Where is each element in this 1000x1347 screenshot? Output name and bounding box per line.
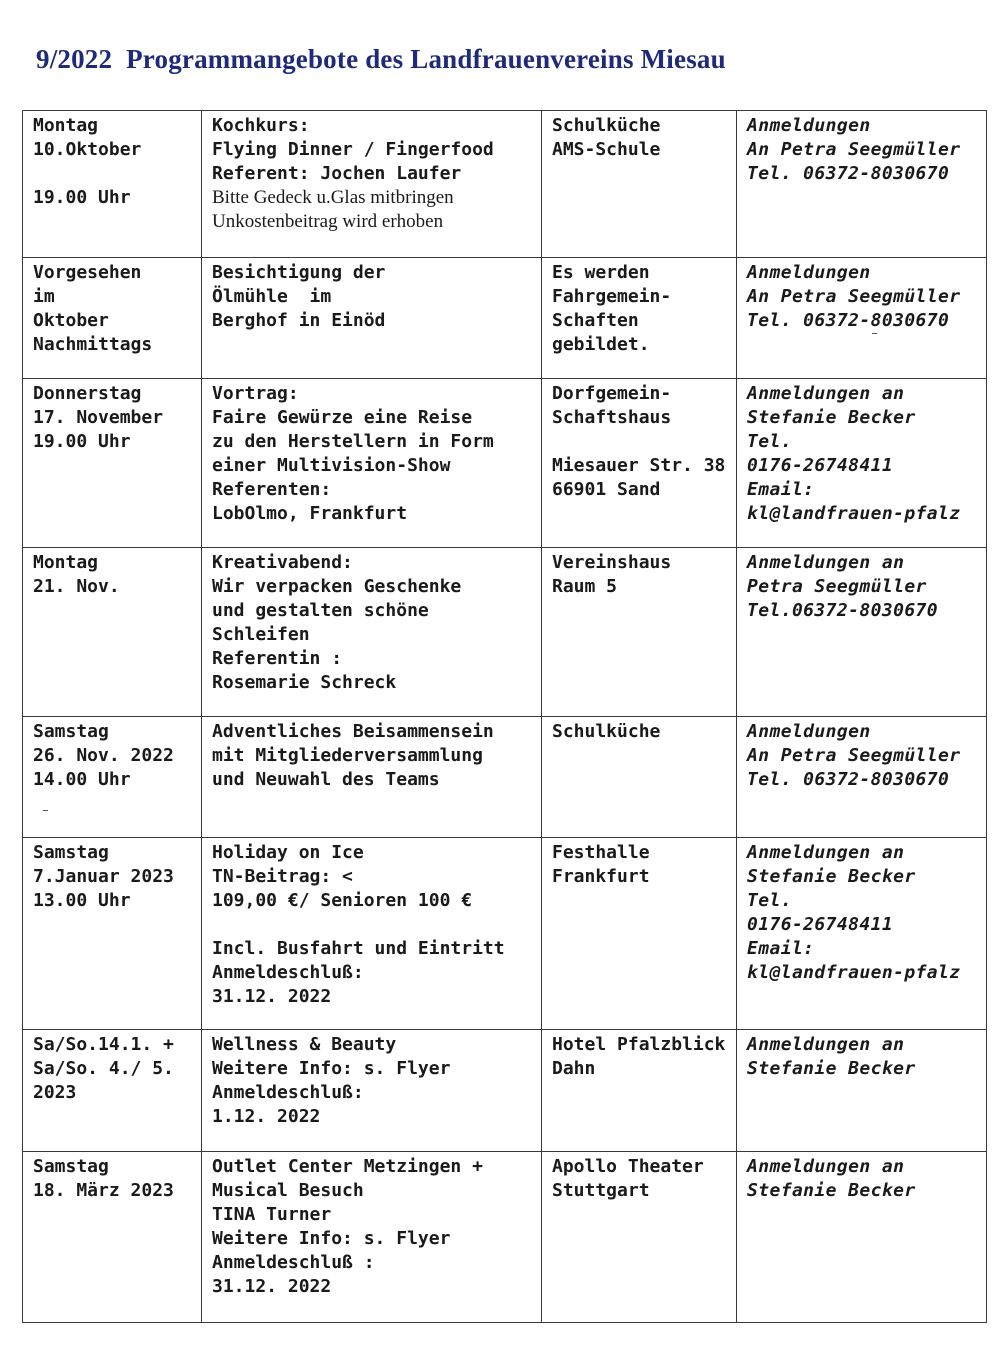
activity-cell-line: Ölmühle im: [212, 286, 332, 307]
location-cell-line: Miesauer Str. 38: [552, 455, 726, 476]
table-row: [23, 258, 987, 379]
activity-cell-line: Vortrag:: [212, 383, 299, 404]
contact-cell-line: An Petra Seegmüller: [747, 139, 961, 160]
date-cell-line: Samstag: [33, 842, 109, 863]
activity-cell-line: Faire Gewürze eine Reise: [212, 407, 473, 428]
contact-cell-line: Tel.: [747, 431, 792, 452]
date-cell-line: Vorgesehen: [33, 262, 142, 283]
contact-cell-line: Anmeldungen an: [747, 1034, 905, 1055]
location-cell-line: Schaften: [552, 310, 639, 331]
date-cell-line: 17. November: [33, 407, 164, 428]
contact-cell-line: kl@landfrauen-pfalz: [747, 962, 961, 983]
contact-cell-line: Anmeldungen an: [747, 1156, 905, 1177]
location-cell-line: Schulküche: [552, 115, 661, 136]
table-row: [23, 111, 987, 258]
date-cell: [23, 717, 202, 838]
contact-cell-line: Tel. 06372-8030670: [747, 163, 950, 184]
location-cell-line: Fahrgemein-: [552, 286, 672, 307]
contact-cell-line: Anmeldungen an: [747, 383, 905, 404]
scan-speck: [43, 810, 48, 817]
activity-cell-line: Weitere Info: s. Flyer: [212, 1058, 451, 1079]
contact-cell-line: Anmeldungen an: [747, 842, 905, 863]
location-cell-line: gebildet.: [552, 334, 650, 355]
activity-cell-line: Wellness & Beauty: [212, 1034, 397, 1055]
activity-cell-line: Rosemarie Schreck: [212, 672, 397, 693]
contact-cell-line: Stefanie Becker: [747, 866, 916, 887]
date-cell-line: 7.Januar 2023: [33, 866, 174, 887]
location-cell: [542, 1030, 737, 1152]
table-row: [23, 379, 987, 548]
table-row: [23, 838, 987, 1030]
date-cell: [23, 1030, 202, 1152]
activity-cell-line: Wir verpacken Geschenke: [212, 576, 462, 597]
activity-cell-line: Anmeldeschluß:: [212, 962, 364, 983]
contact-cell-line: An Petra Seegmüller: [747, 745, 961, 766]
contact-cell-line: Anmeldungen: [747, 262, 871, 283]
date-cell-line: 19.00 Uhr: [33, 187, 131, 208]
contact-cell-line: 0176-26748411: [747, 455, 894, 476]
date-cell-line: Samstag: [33, 721, 109, 742]
contact-cell-line: Tel. 06372-8030670: [747, 310, 950, 331]
date-cell-line: Sa/So.14.1. +: [33, 1034, 174, 1055]
activity-cell-line: Referenten:: [212, 479, 332, 500]
activity-cell-line: Anmeldeschluß:: [212, 1082, 364, 1103]
location-cell-line: Stuttgart: [552, 1180, 650, 1201]
activity-cell-line: Anmeldeschluß :: [212, 1252, 375, 1273]
activity-cell-line: Flying Dinner / Fingerfood: [212, 139, 494, 160]
date-cell-line: 26. Nov. 2022: [33, 745, 174, 766]
contact-cell-line: Email:: [747, 479, 815, 500]
contact-cell: [737, 111, 987, 258]
contact-cell-line: Anmeldungen: [747, 115, 871, 136]
contact-cell: [737, 548, 987, 717]
contact-cell-line: Tel.: [747, 890, 792, 911]
contact-cell-line: Stefanie Becker: [747, 1058, 916, 1079]
activity-cell-line: TINA Turner: [212, 1204, 332, 1225]
contact-cell: [737, 379, 987, 548]
activity-note-line: Bitte Gedeck u.Glas mitbringen: [212, 187, 454, 208]
date-cell-line: [33, 162, 193, 186]
location-cell-line: Schaftshaus: [552, 407, 672, 428]
activity-cell-line: Adventliches Beisammensein: [212, 721, 494, 742]
date-cell-line: Sa/So. 4./ 5.: [33, 1058, 174, 1079]
date-cell: [23, 1152, 202, 1323]
table-row: [23, 548, 987, 717]
location-cell-line: AMS-Schule: [552, 139, 661, 160]
date-cell-line: 19.00 Uhr: [33, 431, 131, 452]
activity-cell: [202, 548, 542, 717]
activity-cell: [202, 379, 542, 548]
contact-cell: [737, 1152, 987, 1323]
activity-cell-line: Musical Besuch: [212, 1180, 364, 1201]
activity-cell: [202, 1152, 542, 1323]
location-cell-line: 66901 Sand: [552, 479, 661, 500]
scan-speck: [872, 333, 877, 340]
activity-cell-line: Kochkurs:: [212, 115, 310, 136]
location-cell: [542, 1152, 737, 1323]
contact-cell: [737, 258, 987, 379]
activity-cell-line: Holiday on Ice: [212, 842, 364, 863]
location-cell-line: Festhalle: [552, 842, 650, 863]
date-cell-line: im: [33, 286, 55, 307]
activity-cell-line: 1.12. 2022: [212, 1106, 321, 1127]
contact-cell-line: Anmeldungen: [747, 721, 871, 742]
contact-cell: [737, 717, 987, 838]
date-cell-line: 2023: [33, 1082, 77, 1103]
date-cell-line: 18. März 2023: [33, 1180, 174, 1201]
activity-cell-line: einer Multivision-Show: [212, 455, 451, 476]
activity-cell-line: [212, 913, 533, 937]
page-title: 9/2022 Programmangebote des Landfrauenvereins Miesau: [36, 44, 726, 74]
table-row: [23, 1030, 987, 1152]
activity-cell-line: Berghof in Einöd: [212, 310, 386, 331]
contact-cell-line: Tel. 06372-8030670: [747, 769, 950, 790]
contact-cell-line: kl@landfrauen-pfalz: [747, 503, 961, 524]
activity-cell-line: TN-Beitrag: <: [212, 866, 353, 887]
activity-cell-line: zu den Herstellern in Form: [212, 431, 494, 452]
date-cell: [23, 838, 202, 1030]
activity-note-line: Unkostenbeitrag wird erhoben: [212, 211, 444, 232]
activity-cell-line: 31.12. 2022: [212, 1276, 332, 1297]
date-cell: [23, 548, 202, 717]
activity-cell: [202, 838, 542, 1030]
location-cell-line: Hotel Pfalzblick: [552, 1034, 726, 1055]
location-cell-line: Frankfurt: [552, 866, 650, 887]
table-row: [23, 1152, 987, 1323]
activity-cell-line: Incl. Busfahrt und Eintritt: [212, 938, 505, 959]
date-cell-line: Donnerstag: [33, 383, 142, 404]
contact-cell-line: Tel.06372-8030670: [747, 600, 939, 621]
contact-cell-line: 0176-26748411: [747, 914, 894, 935]
activity-cell: [202, 111, 542, 258]
activity-cell-line: Kreativabend:: [212, 552, 353, 573]
activity-cell-line: Besichtigung der: [212, 262, 386, 283]
contact-cell-line: Email:: [747, 938, 815, 959]
date-cell-line: 13.00 Uhr: [33, 890, 131, 911]
activity-cell-line: und gestalten schöne: [212, 600, 429, 621]
location-cell-line: [552, 430, 728, 454]
contact-cell-line: Petra Seegmüller: [747, 576, 927, 597]
contact-cell: [737, 1030, 987, 1152]
contact-cell-line: Stefanie Becker: [747, 1180, 916, 1201]
location-cell: [542, 379, 737, 548]
location-cell-line: Es werden: [552, 262, 650, 283]
activity-cell-line: 31.12. 2022: [212, 986, 332, 1007]
date-cell: [23, 379, 202, 548]
location-cell-line: Vereinshaus: [552, 552, 672, 573]
date-cell-line: 14.00 Uhr: [33, 769, 131, 790]
location-cell-line: Schulküche: [552, 721, 661, 742]
date-cell-line: 10.Oktober: [33, 139, 142, 160]
contact-cell-line: Stefanie Becker: [747, 407, 916, 428]
location-cell: [542, 258, 737, 379]
table-row: [23, 717, 987, 838]
activity-cell-line: Schleifen: [212, 624, 310, 645]
date-cell-line: Montag: [33, 552, 99, 573]
activity-cell-line: Referentin :: [212, 648, 343, 669]
date-cell-line: Montag: [33, 115, 99, 136]
date-cell-line: Samstag: [33, 1156, 109, 1177]
contact-cell: [737, 838, 987, 1030]
date-cell-line: Oktober: [33, 310, 109, 331]
activity-cell-line: und Neuwahl des Teams: [212, 769, 440, 790]
activity-cell-line: Referent: Jochen Laufer: [212, 163, 462, 184]
activity-cell-line: LobOlmo, Frankfurt: [212, 503, 408, 524]
activity-cell-line: Weitere Info: s. Flyer: [212, 1228, 451, 1249]
location-cell: [542, 838, 737, 1030]
activity-cell-line: Outlet Center Metzingen +: [212, 1156, 483, 1177]
location-cell-line: Raum 5: [552, 576, 618, 597]
program-table: [22, 110, 987, 1323]
location-cell-line: Dorfgemein-: [552, 383, 672, 404]
activity-cell: [202, 717, 542, 838]
activity-cell-line: mit Mitgliederversammlung: [212, 745, 483, 766]
location-cell: [542, 111, 737, 258]
date-cell: [23, 258, 202, 379]
location-cell-line: Dahn: [552, 1058, 596, 1079]
activity-cell: [202, 1030, 542, 1152]
contact-cell-line: Anmeldungen an: [747, 552, 905, 573]
activity-cell: [202, 258, 542, 379]
contact-cell-line: An Petra Seegmüller: [747, 286, 961, 307]
location-cell-line: Apollo Theater: [552, 1156, 704, 1177]
location-cell: [542, 548, 737, 717]
date-cell-line: Nachmittags: [33, 334, 153, 355]
location-cell: [542, 717, 737, 838]
date-cell: [23, 111, 202, 258]
activity-cell-line: 109,00 €/ Senioren 100 €: [212, 890, 473, 911]
date-cell-line: 21. Nov.: [33, 576, 120, 597]
